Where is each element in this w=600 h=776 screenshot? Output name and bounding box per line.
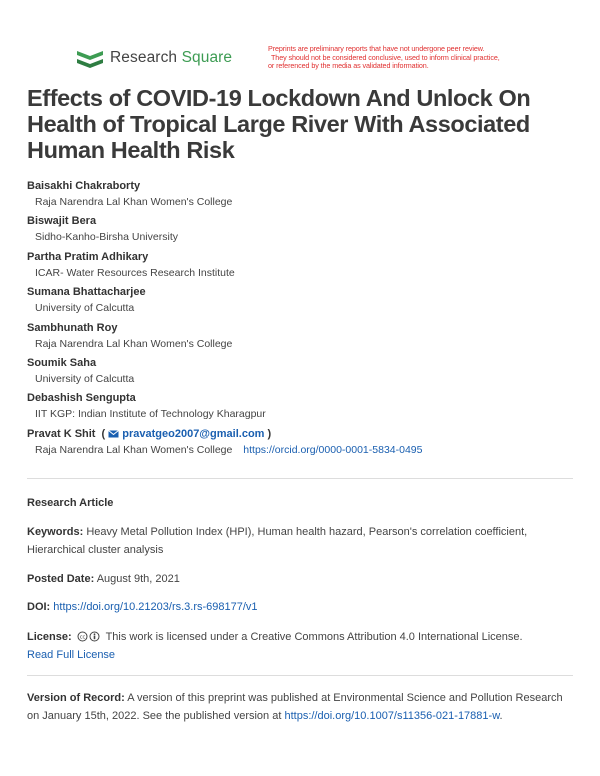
posted-date-label: Posted Date: [27,573,95,585]
doi-link[interactable]: https://doi.org/10.21203/rs.3.rs-698177/v1 [53,601,258,613]
open-paren: ( [101,427,106,440]
close-paren: ) [267,427,272,440]
author-name: Baisakhi Chakraborty [27,180,141,192]
author-name: Debashish Sengupta [27,392,136,405]
version-of-record-label: Version of Record: [27,692,125,704]
author-affiliation: IIT KGP: Indian Institute of Technology Kharagpur [35,408,266,421]
posted-date-value: August 9th, 2021 [96,573,180,585]
envelope-icon [108,430,119,438]
license [27,628,577,664]
author-entry [27,357,587,392]
version-of-record [27,689,577,725]
author-email-link[interactable] [108,428,264,440]
author-name: Sumana Bhattacharjee [27,286,146,299]
license-label: License: [27,631,72,643]
read-full-license-link[interactable]: Read Full License [27,649,116,661]
author-affiliation: University of Calcutta [35,302,135,315]
disclaimer-line: Preprints are preliminary reports that have not undergone peer review. [268,44,485,53]
divider [27,478,573,479]
orcid-link[interactable]: https://orcid.org/0000-0001-5834-0495 [243,443,423,456]
svg-text:cc: cc [79,634,85,641]
author-affiliation: Raja Narendra Lal Khan Women's College [35,196,233,208]
author-name: Sambhunath Roy [27,321,118,334]
doi-label: DOI: [27,601,51,613]
license-text: This work is licensed under a Creative Commons Attribution 4.0 International License. [105,631,523,643]
author-name: Biswajit Bera [27,215,97,228]
author-name: Soumik Saha [27,356,97,369]
author-entry [27,322,587,357]
author-list [27,180,587,463]
corresponding-author-name [27,428,587,444]
author-entry [27,215,587,250]
author-entry [27,392,587,427]
author-name: Pravat K Shit [27,427,96,440]
version-of-record-link[interactable]: https://doi.org/10.1007/s11356-021-17881-w [284,710,500,722]
research-square-logo[interactable] [76,47,232,69]
paper-title: Effects of COVID-19 Lockdown And Unlock On Health of Tropical Large River With Associated Human Health Risk [27,85,531,163]
article-type [27,494,577,512]
author-affiliation-row [27,444,587,457]
doi [27,598,577,616]
preprint-disclaimer [268,45,538,71]
author-name: Partha Pratim Adhikary [27,250,149,263]
keywords [27,523,577,559]
keywords-text: Heavy Metal Pollution Index (HPI), Human health hazard, Pearson's correlation coefficient, Hierarchical cluster analysis [27,526,528,556]
research-square-logo-icon [76,47,104,69]
author-affiliation: Raja Narendra Lal Khan Women's College [35,337,233,350]
corresponding-author-entry [27,428,587,463]
article-type-label: Research Article [27,497,114,509]
posted-date [27,570,577,588]
author-entry [27,180,587,215]
disclaimer-line: They should not be considered conclusive, used to inform clinical practice, [271,52,500,62]
disclaimer-line: or referenced by the media as validated information. [268,61,429,70]
author-affiliation: Raja Narendra Lal Khan Women's College [35,443,233,456]
divider [27,675,573,676]
version-of-record-text: A version of this preprint was published at Environmental Science and Pollution Research on January 15th, 2022. See the published version at [27,692,563,722]
creative-commons-icon [77,631,101,642]
author-entry [27,251,587,286]
version-of-record-suffix: . [499,710,503,722]
author-affiliation: University of Calcutta [35,372,135,385]
logo-text: Research Square [110,49,233,66]
author-affiliation: ICAR- Water Resources Research Institute [35,266,235,279]
author-email: pravatgeo2007@gmail.com [122,427,265,440]
author-entry [27,286,587,321]
keywords-label: Keywords: [27,526,84,538]
author-affiliation: Sidho-Kanho-Birsha University [35,231,178,244]
